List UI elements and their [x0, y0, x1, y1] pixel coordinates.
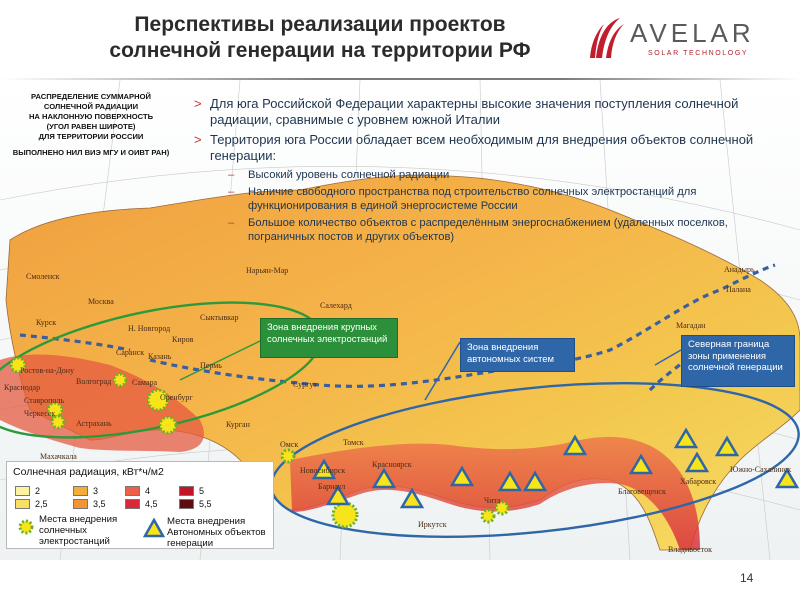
bullet-list: [192, 96, 792, 247]
legend-swatch-label: 5: [199, 486, 205, 496]
map-label-stavropol: Ставрополь: [24, 396, 64, 405]
chevron-right-icon: >: [194, 96, 202, 111]
dash-icon: –: [228, 217, 235, 229]
map-label-magadan: Магадан: [676, 321, 706, 330]
legend-swatch: [73, 486, 88, 496]
bullet-text: Большое количество объектов с распределённым энергоснабжением (удаленных поселков, пограничных постов и других объектов): [248, 217, 728, 243]
legend-swatch: [179, 486, 194, 496]
map-label-barnaul: Барнаул: [318, 482, 346, 491]
bullet-text: Для юга Российской Федерации характерны высокие значения поступления солнечной радиации, сравнимые с уровнем южной Италии: [210, 96, 739, 127]
avelar-logo: [588, 14, 788, 64]
map-label-kirov: Киров: [172, 335, 194, 344]
legend-solar-plants-label: Места внедрения солнечных электростанций: [39, 514, 118, 547]
legend-swatch-label: 4,5: [145, 499, 158, 509]
map-label-kurgan: Курган: [226, 420, 250, 429]
legend-swatch-label: 2,5: [35, 499, 48, 509]
map-label-surgut: Сургут: [293, 380, 317, 389]
map-label-chita: Чита: [484, 496, 501, 505]
map-label-yuzhno: Южно-Сахалинск: [730, 465, 792, 474]
legend-swatch-label: 5,5: [199, 499, 212, 509]
map-label-makhachkala: Махачкала: [40, 452, 77, 461]
solar-plant-icon: [160, 417, 176, 433]
logo-mark-icon: [588, 14, 628, 62]
solar-plant-icon: [15, 516, 37, 538]
map-label-astrakhan: Астрахань: [76, 419, 112, 428]
map-label-samara: Самара: [132, 378, 157, 387]
page-number: 14: [740, 571, 754, 585]
autonomous-object-icon: [143, 518, 165, 538]
map-label-kursk: Курск: [36, 318, 57, 327]
bullet-sub: [192, 216, 792, 244]
legend-swatch: [125, 486, 140, 496]
map-label-moscow: Москва: [88, 297, 114, 306]
legend-swatch: [73, 499, 88, 509]
map-legend: [6, 461, 274, 549]
bullet-sub: [192, 185, 792, 213]
legend-swatch-label: 3: [93, 486, 99, 496]
legend-autonomous-label: Места внедрения Автономных объектов генерации: [167, 516, 266, 549]
bullet-main: [192, 132, 792, 164]
bullet-text: Территория юга России обладает всем необходимым для внедрения объектов солнечной генерации:: [210, 132, 754, 163]
page-title: [60, 12, 580, 64]
caption-line: (УГОЛ РАВЕН ШИРОТЕ): [46, 122, 136, 131]
title-line-1: Перспективы реализации проектов: [134, 13, 506, 36]
caption-line: СОЛНЕЧНОЙ РАДИАЦИИ: [43, 102, 139, 111]
dash-icon: –: [228, 186, 235, 198]
map-label-syktyvkar: Сыктывкар: [200, 313, 239, 322]
legend-swatch: [125, 499, 140, 509]
solar-plant-icon: [114, 374, 126, 386]
legend-title: Солнечная радиация, кВт*ч/м2: [13, 466, 164, 478]
legend-swatch-label: 3,5: [93, 499, 106, 509]
map-label-anadyr: Анадырь: [724, 265, 755, 274]
northern-border-label: Северная граница зоны применения солнечной генерации: [681, 335, 795, 387]
solar-plant-icon: [282, 450, 294, 462]
bullet-main: [192, 96, 792, 128]
map-label-orenburg: Оренбург: [160, 393, 193, 402]
legend-swatch: [15, 486, 30, 496]
title-line-2: солнечной генерации на территории РФ: [109, 39, 531, 62]
legend-swatch: [15, 499, 30, 509]
map-label-omsk: Омск: [280, 440, 299, 449]
map-label-novosibirsk: Новосибирск: [300, 466, 346, 475]
autonomous-zone-label: Зона внедрения автономных систем: [460, 338, 575, 372]
map-label-rostov: Ростов-на-Дону: [20, 366, 75, 375]
map-label-khabarovsk: Хабаровск: [680, 477, 717, 486]
caption-note: ВЫПОЛНЕНО НИЛ ВИЭ МГУ И ОИВТ РАН): [12, 148, 170, 157]
map-label-salekhard: Салехард: [320, 301, 352, 310]
map-label-krasnoyarsk: Красноярск: [372, 460, 412, 469]
caption-line: ДЛЯ ТЕРРИТОРИИ РОССИИ: [38, 132, 144, 141]
bullet-text: Наличие свободного пространства под строительство солнечных электростанций для функционирования в единой энергосистеме России: [248, 186, 697, 212]
caption-line: РАСПРЕДЕЛЕНИЕ СУММАРНОЙ: [31, 92, 151, 101]
map-label-smolensk: Смоленск: [26, 272, 60, 281]
map-label-tomsk: Томск: [343, 438, 364, 447]
legend-swatch: [179, 499, 194, 509]
map-caption: [0, 92, 182, 158]
map-label-saransk: Саранск: [116, 348, 145, 357]
solar-plant-icon: [482, 510, 494, 522]
map-label-krasnodar: Краснодар: [4, 383, 41, 392]
map-label-perm: Пермь: [200, 361, 222, 370]
map-label-n-novgorod: Н. Новгород: [128, 324, 171, 333]
dash-icon: –: [228, 169, 235, 181]
legend-swatch-label: 2: [35, 486, 41, 496]
map-label-volgograd: Волгоград: [76, 377, 112, 386]
chevron-right-icon: >: [194, 132, 202, 147]
logo-tagline: SOLAR TECHNOLOGY: [648, 50, 749, 57]
bullet-text: Высокий уровень солнечной радиации: [248, 169, 450, 181]
map-label-irkutsk: Иркутск: [418, 520, 447, 529]
map-label-blagoveshchensk: Благовещенск: [618, 487, 666, 496]
large-solar-zone-label: Зона внедрения крупных солнечных электростанций: [260, 318, 398, 358]
map-label-naryan-mar: Нарьян-Мар: [246, 266, 289, 275]
solar-plant-icon: [333, 503, 357, 527]
bullet-sub: [192, 168, 792, 182]
map-label-palana: Палана: [726, 285, 751, 294]
caption-line: НА НАКЛОННУЮ ПОВЕРХНОСТЬ: [28, 112, 154, 121]
map-label-cherkessk: Черкесск: [24, 409, 56, 418]
legend-swatch-label: 4: [145, 486, 151, 496]
logo-wordmark: AVELAR: [630, 18, 755, 48]
map-label-vladivostok: Владивосток: [668, 545, 712, 554]
map-label-kazan: Казань: [148, 352, 172, 361]
